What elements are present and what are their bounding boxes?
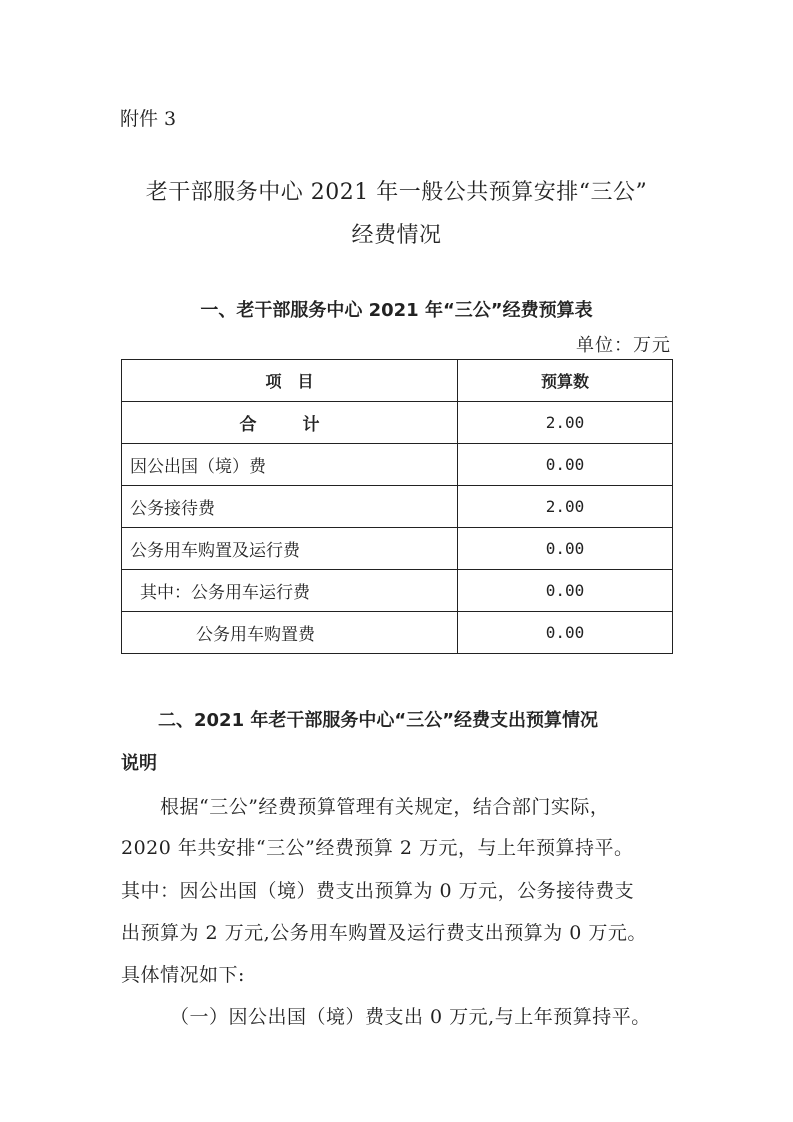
- row-label-total: 合 计: [122, 402, 458, 444]
- document-title-line-1: 老干部服务中心 2021 年一般公共预算安排“三公”: [145, 180, 648, 205]
- table-row: [122, 528, 673, 570]
- section-2-heading-line-1: 二、2021 年老干部服务中心“三公”经费支出预算情况: [158, 710, 599, 731]
- paragraph-line: 其中：因公出国（境）费支出预算为 0 万元，公务接待费支: [121, 880, 635, 902]
- paragraph-line: 2020 年共安排“三公”经费预算 2 万元，与上年预算持平。: [121, 837, 634, 859]
- section-1-heading: 一、老干部服务中心 2021 年“三公”经费预算表: [200, 300, 593, 321]
- row-value: 0.00: [458, 570, 673, 612]
- row-value: 0.00: [458, 444, 673, 486]
- paragraph-line: （一）因公出国（境）费支出 0 万元,与上年预算持平。: [170, 1006, 651, 1028]
- row-value: 0.00: [458, 528, 673, 570]
- row-value-total: 2.00: [458, 402, 673, 444]
- table-row: [122, 612, 673, 654]
- row-label: 其中：公务用车运行费: [122, 570, 458, 612]
- paragraph-line: 具体情况如下:: [121, 964, 245, 986]
- header-item: 项 目: [122, 360, 458, 402]
- budget-table: [121, 359, 673, 654]
- table-row: [122, 570, 673, 612]
- row-value: 2.00: [458, 486, 673, 528]
- row-label: 因公出国（境）费: [122, 444, 458, 486]
- row-label: 公务用车购置费: [122, 612, 458, 654]
- attachment-label: 附件 3: [120, 108, 177, 130]
- table-header-row: [122, 360, 673, 402]
- row-value: 0.00: [458, 612, 673, 654]
- table-row: [122, 486, 673, 528]
- row-label: 公务接待费: [122, 486, 458, 528]
- header-budget: 预算数: [458, 360, 673, 402]
- paragraph-line: 出预算为 2 万元,公务用车购置及运行费支出预算为 0 万元。: [121, 922, 647, 944]
- unit-label: 单位：万元: [576, 335, 671, 356]
- document-title-line-2: 经费情况: [351, 223, 442, 248]
- paragraph-line: 根据“三公”经费预算管理有关规定，结合部门实际，: [160, 796, 610, 818]
- table-row: [122, 444, 673, 486]
- section-2-heading-line-2: 说明: [121, 753, 157, 774]
- table-row: [122, 402, 673, 444]
- row-label: 公务用车购置及运行费: [122, 528, 458, 570]
